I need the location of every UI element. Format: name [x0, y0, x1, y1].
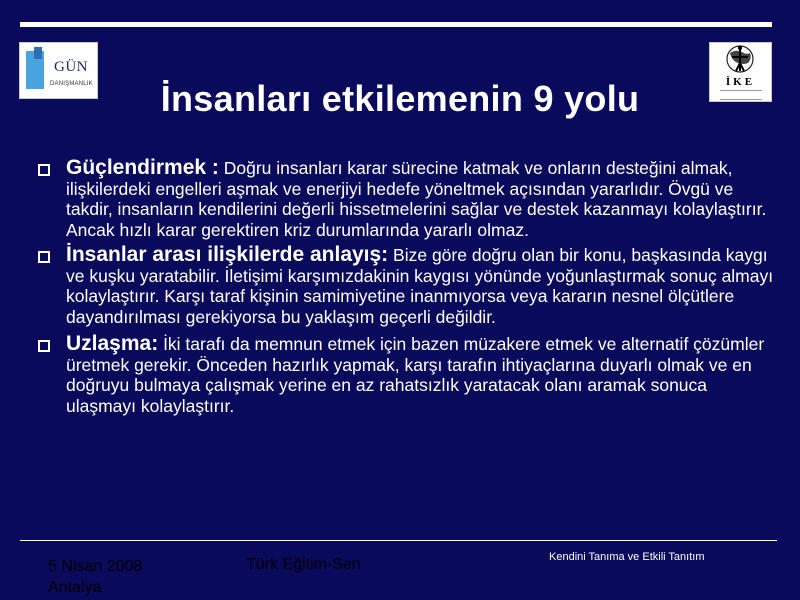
square-bullet-icon: [38, 340, 50, 352]
globe-figure-icon: [710, 43, 771, 77]
bullet-compromise: [36, 334, 776, 416]
square-bullet-icon: [38, 251, 50, 263]
gun-logo-text: GÜN: [54, 59, 88, 75]
bullet-interpersonal-understanding: [36, 245, 776, 327]
bullet-list: [36, 158, 776, 416]
bullet-text: İki tarafı da memnun etmek için bazen müzakere etmek ve alternatif çözümler üretmek gerekir. Önceden hazırlık yapmak, karşı tarafın ihtiyaçlarına duyarlı olmak ve en doğruyu bulmaya çalışmak yerine en az rahatsızlık yaratacak olanı aramak sonuca ulaşmayı kolaylaştırır.: [66, 334, 765, 416]
footer-place-text: Antalya: [48, 579, 102, 596]
gun-logo-subtext: DANIŞMANLIK: [50, 81, 93, 87]
bullet-heading: Uzlaşma:: [66, 332, 159, 355]
bottom-divider: [20, 540, 777, 541]
bullet-content: [66, 245, 776, 327]
footer-date: [48, 556, 208, 598]
bullet-content: [66, 158, 776, 240]
ike-logo-text: İKE: [725, 76, 756, 88]
bullet-heading: Güçlendirmek :: [66, 156, 219, 179]
book-accent-icon: [34, 47, 42, 59]
square-bullet-icon: [38, 164, 50, 176]
top-divider: [20, 22, 772, 27]
slide-title: İnsanları etkilemenin 9 yolu: [160, 78, 640, 119]
footer-presentation-title: Kendini Tanıma ve Etkili Tanıtım: [549, 551, 705, 563]
bullet-heading: İnsanlar arası ilişkilerde anlayış:: [66, 243, 389, 266]
bullet-text: Bize göre doğru olan bir konu, başkasında kaygı ve kuşku yaratabilir. İletişimi karşımızdakinin kaygısı yönünde yoğunlaştırmak sonuç almayı kolaylaştırır. Karşı taraf kişinin samimiyetine inanmıyorsa veya kararın nesnel ölçütlere dayandırılması gerekiyorsa bu yaklaşım geçerli değildir.: [66, 245, 774, 327]
bullet-text: Doğru insanları karar sürecine katmak ve onların desteğini almak, ilişkilerdeki engelleri aşmak ve enerjiyi hedefe yöneltmek açısından yararlıdır. Övgü ve takdir, insanların kendilerini değerli hissetmelerini sağlar ve destek kazanmayı kolaylaştırır. Ancak hızlı karar gerektiren kriz durumlarında yararlı olmaz.: [66, 158, 767, 240]
bullet-content: [66, 334, 776, 416]
footer-date-text: 5 Nisan 2008: [48, 558, 143, 575]
bullet-empowerment: [36, 158, 776, 240]
footer-organization: Türk Eğitim-Sen: [246, 556, 361, 573]
